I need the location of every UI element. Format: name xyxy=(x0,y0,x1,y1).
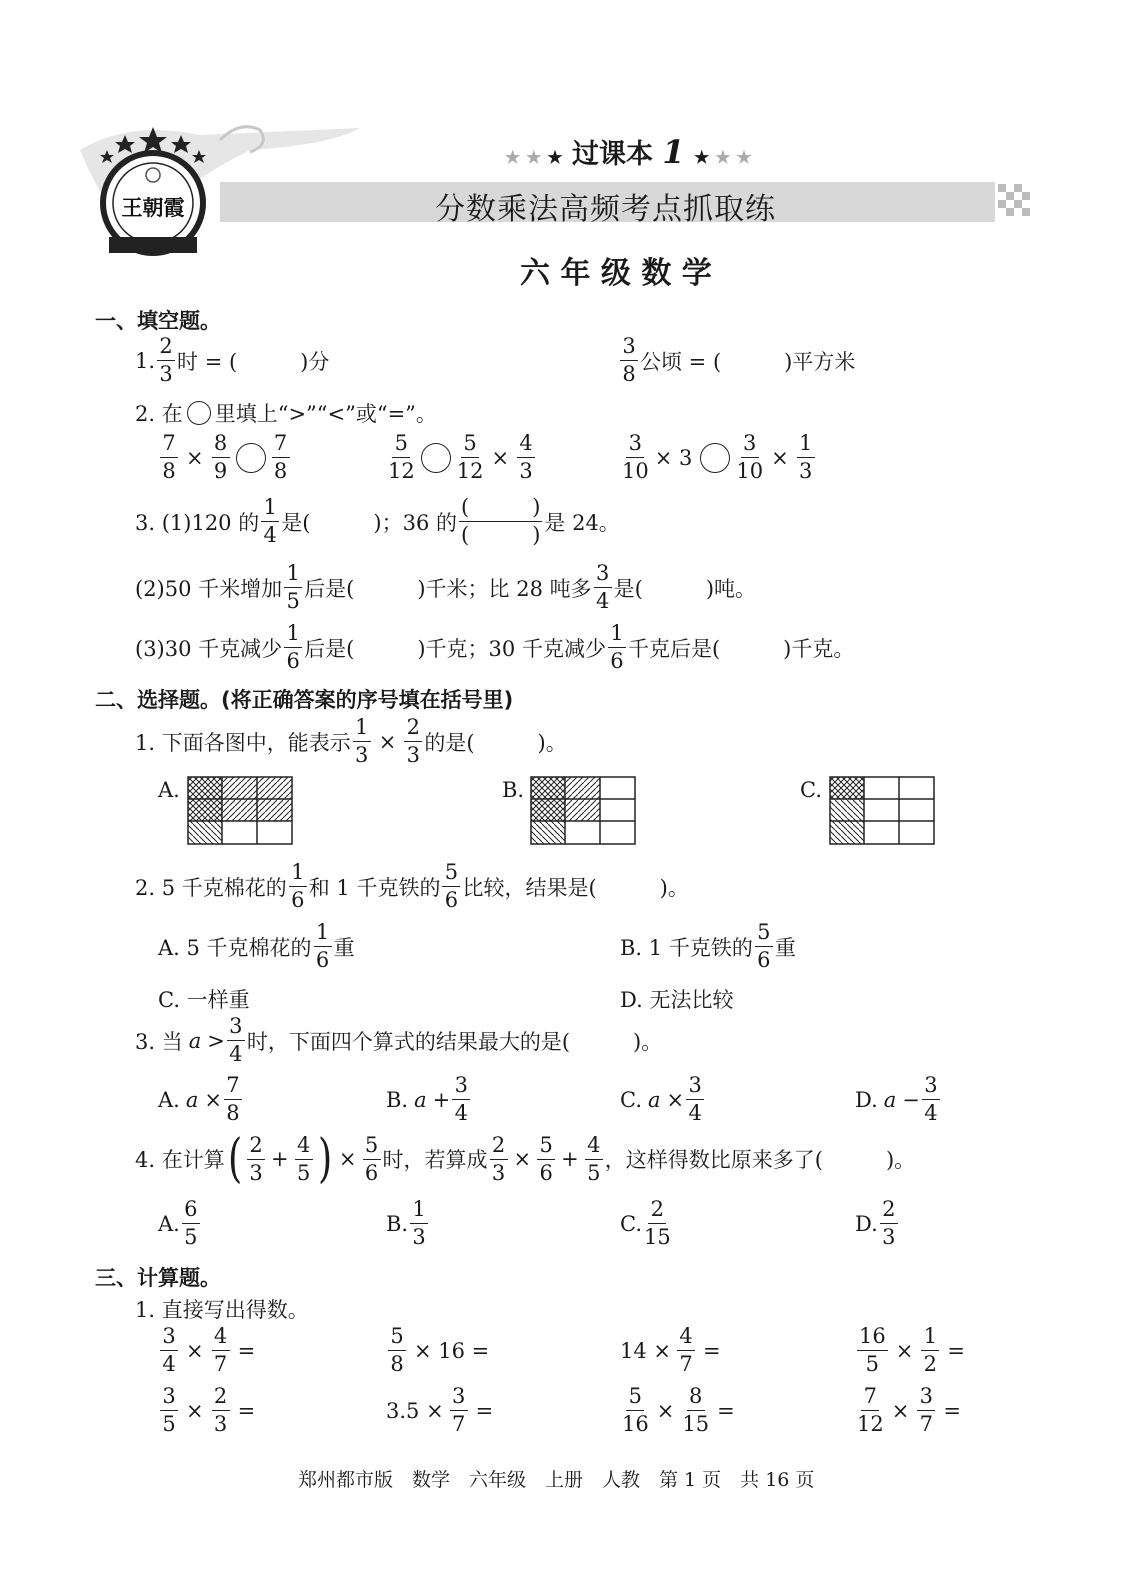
compare-circle xyxy=(421,443,451,473)
q3-1: 3. (1)120 的 $\frac{1}{4}$ 是( )；36 的 $\frac{( )}{( )}$ 是 24。 xyxy=(135,495,620,547)
page-title: 分数乘法高频考点抓取练 xyxy=(435,192,776,227)
q1a: 1. $\frac{2}{3}$ 时 = ( )分 xyxy=(135,334,330,386)
s3-q1: 1. 直接写出得数。 xyxy=(135,1298,309,1322)
calc-item: $\frac{3}{5}$ × $\frac{2}{3}$ = xyxy=(158,1386,255,1435)
logo-text: 王朝霞 xyxy=(121,195,185,220)
calc-item: $\frac{7}{12}$ × $\frac{3}{7}$ = xyxy=(857,1384,961,1436)
diagram-c xyxy=(829,776,935,846)
section1-title: 一、填空题。 xyxy=(95,309,221,333)
calc-item: $\frac{16}{5}$ × $\frac{1}{2}$ = xyxy=(859,1324,965,1376)
q3-3: (3)30 千克减少 $\frac{1}{6}$ 后是( )千克；30 千克减少 $\frac{1}{6}$ 千克后是( )千克。 xyxy=(135,621,855,673)
s2-q2-opt-c: C. 一样重 xyxy=(158,988,250,1012)
s2-q2-opt-d: D. 无法比较 xyxy=(620,988,734,1012)
s2-q2: 2. 5 千克棉花的 $\frac{1}{6}$ 和 1 千克铁的 $\frac{5}{6}$ 比较，结果是( )。 xyxy=(135,860,689,912)
s2-q4-opt-a: A. $\frac{6}{5}$ xyxy=(158,1199,202,1248)
s2-q2-opt-a: A. 5 千克棉花的 $\frac{1}{6}$ 重 xyxy=(158,920,355,972)
compare-circle xyxy=(700,443,730,473)
s2-q3-opt-a: A. a × $\frac{7}{8}$ xyxy=(158,1075,244,1124)
s2-q3-opt-d: D. a − $\frac{3}{4}$ xyxy=(855,1075,942,1124)
calc-item: $\frac{5}{16}$ × $\frac{8}{15}$ = xyxy=(622,1384,735,1436)
s2-q4-opt-b: B. $\frac{1}{3}$ xyxy=(386,1199,430,1248)
q2b: $\frac{5}{12}$ $\frac{5}{12}$ × $\frac{4}{3}$ xyxy=(386,433,537,482)
q2-text: 2. 在 里填上“>”“<”或“=”。 xyxy=(135,402,437,426)
s2-q2-opt-b: B. 1 千克铁的 $\frac{5}{6}$ 重 xyxy=(620,920,796,972)
s2-q3-opt-b: B. a + $\frac{3}{4}$ xyxy=(386,1075,472,1124)
calc-item: 14 × $\frac{4}{7}$ = xyxy=(620,1324,721,1376)
section2-title: 二、选择题。(将正确答案的序号填在括号里) xyxy=(95,688,514,712)
s2-q3: 3. 当 a > $\frac{3}{4}$ 时，下面四个算式的结果最大的是( )。 xyxy=(135,1014,663,1066)
option-b-label: B. xyxy=(502,778,525,802)
calc-item: $\frac{3}{4}$ × $\frac{4}{7}$ = xyxy=(158,1326,255,1375)
compare-circle xyxy=(236,443,266,473)
diagram-b xyxy=(530,776,636,846)
q1b: $\frac{3}{8}$ 公顷 = ( )平方米 xyxy=(618,336,855,385)
diagram-a xyxy=(187,776,293,846)
q2c: $\frac{3}{10}$ × 3 $\frac{3}{10}$ × $\frac{1}{3}$ xyxy=(620,433,817,482)
s2-q3-opt-c: C. a × $\frac{3}{4}$ xyxy=(620,1075,706,1124)
s2-q1: 1. 下面各图中，能表示 $\frac{1}{3}$ × $\frac{2}{3}$ 的是( )。 xyxy=(135,715,567,767)
q3-2: (2)50 千米增加 $\frac{1}{5}$ 后是( )千米；比 28 吨多 $\frac{3}{4}$ 是( )吨。 xyxy=(135,561,757,613)
section3-title: 三、计算题。 xyxy=(95,1266,221,1290)
q2a: $\frac{7}{8}$ × $\frac{8}{9}$ $\frac{7}{8}$ xyxy=(158,433,292,482)
calc-item: 3.5 × $\frac{3}{7}$ = xyxy=(386,1384,494,1436)
s2-q4-opt-c: C. $\frac{2}{15}$ xyxy=(620,1197,671,1249)
page-footer: 郑州都市版 数学 六年级 上册 人教 第 1 页 共 16 页 xyxy=(298,1469,815,1491)
s2-q4: 4. 在计算 ( $\frac{2}{3}$ + $\frac{4}{5}$ ) × $\frac{5}{6}$ 时，若算成 $\frac{2}{3}$ × $\frac{5}{6}$ + $\frac{4}{5}$ ，这样得数比原来多了( )。 xyxy=(135,1129,916,1189)
page-subtitle: 六 年 级 数 学 xyxy=(520,256,712,291)
s2-q4-opt-d: D. $\frac{2}{3}$ xyxy=(855,1199,900,1248)
calc-item: $\frac{5}{8}$ × 16 = xyxy=(386,1326,489,1375)
option-c-label: C. xyxy=(800,778,822,802)
publisher-logo xyxy=(95,125,211,257)
series-label: ★ ★ ★ 过课本 1 ★ ★ ★ xyxy=(505,133,752,171)
option-a-label: A. xyxy=(158,778,180,802)
